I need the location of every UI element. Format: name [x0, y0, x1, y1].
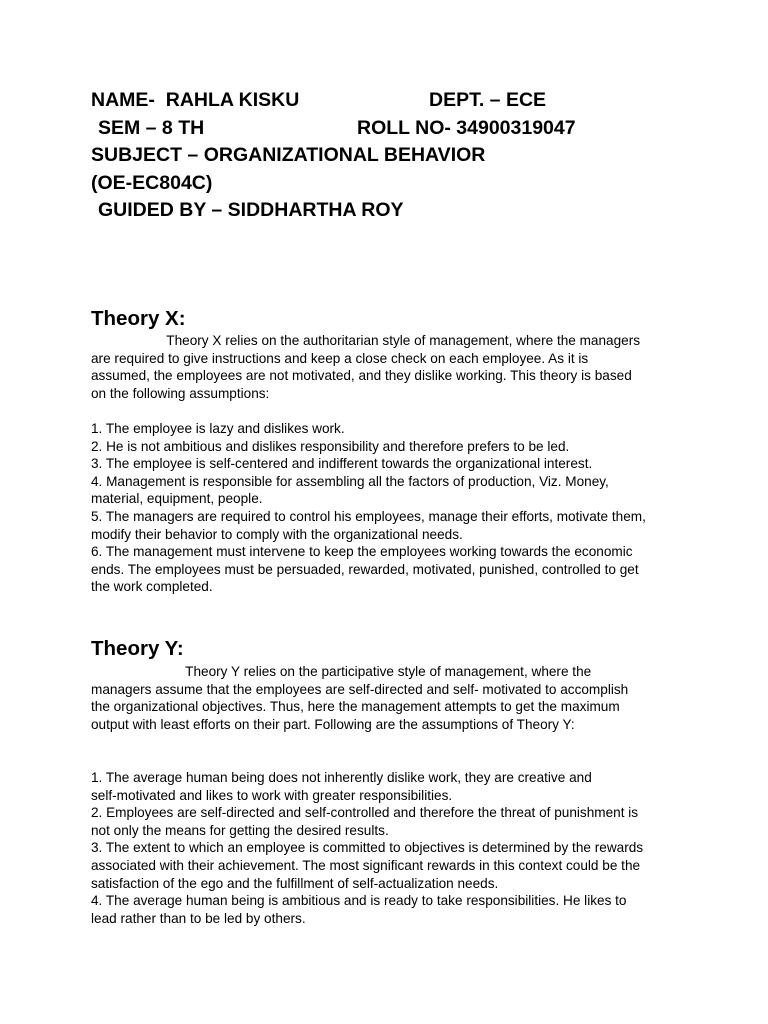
list-item: 6. The management must intervene to keep the employees working towards the economic	[91, 544, 633, 560]
list-item: lead rather than to be led by others.	[91, 910, 306, 926]
paragraph-line: assumed, the employees are not motivated, and they dislike working. This theory is based	[91, 368, 632, 384]
paragraph-line: Theory X relies on the authoritarian style of management, where the managers	[91, 333, 641, 348]
semester: SEM – 8 TH	[98, 117, 205, 139]
theory-x-heading: Theory X:	[91, 307, 186, 330]
student-name: NAME- RAHLA KISKU	[91, 89, 300, 111]
list-item: 2. He is not ambitious and dislikes responsibility and therefore prefers to be led.	[91, 438, 570, 454]
theory-y-heading: Theory Y:	[91, 637, 184, 660]
list-item: not only the means for getting the desired results.	[91, 822, 389, 838]
list-item: associated with their achievement. The most significant rewards in this context could be the	[91, 858, 641, 873]
subject: SUBJECT – ORGANIZATIONAL BEHAVIOR	[91, 144, 486, 166]
list-item: 4. Management is responsible for assembling all the factors of production, Viz. Money,	[91, 473, 609, 489]
list-item: the work completed.	[91, 579, 213, 595]
roll-number: ROLL NO- 34900319047	[357, 117, 576, 139]
list-item: 1. The average human being does not inherently dislike work, they are creative and	[91, 770, 592, 785]
paragraph-line: are required to give instructions and keep a close check on each employee. As it is	[91, 350, 589, 366]
guided-by: GUIDED BY – SIDDHARTHA ROY	[98, 199, 404, 221]
list-item: modify their behavior to comply with the organizational needs.	[91, 526, 463, 542]
paragraph-line: managers assume that the employees are self-directed and self- motivated to accomplish	[91, 681, 629, 697]
paragraph-line: output with least efforts on their part. Following are the assumptions of Theory Y:	[91, 716, 575, 732]
paragraph-line: Theory Y relies on the participative style of management, where the	[91, 664, 592, 679]
list-item: 4. The average human being is ambitious and is ready to take responsibilities. He likes to	[91, 893, 627, 909]
paragraph-line: on the following assumptions:	[91, 385, 270, 401]
list-item: 5. The managers are required to control his employees, manage their efforts, motivate them,	[91, 509, 646, 524]
paragraph-line: the organizational objectives. Thus, here the management attempts to get the maximum	[91, 699, 620, 715]
department: DEPT. – ECE	[429, 89, 547, 111]
list-item: 3. The employee is self-centered and indifferent towards the organizational interest.	[91, 456, 593, 472]
list-item: material, equipment, people.	[91, 491, 263, 507]
list-item: 2. Employees are self-directed and self-controlled and therefore the threat of punishment is	[91, 805, 639, 821]
list-item: 1. The employee is lazy and dislikes work.	[91, 421, 345, 436]
list-item: satisfaction of the ego and the fulfillment of self-actualization needs.	[91, 875, 499, 891]
list-item: ends. The employees must be persuaded, rewarded, motivated, punished, controlled to get	[91, 561, 639, 577]
list-item: 3. The extent to which an employee is committed to objectives is determined by the rewards	[91, 840, 644, 856]
list-item: self-motivated and likes to work with greater responsibilities.	[91, 787, 453, 803]
subject-code: (OE-EC804C)	[91, 172, 213, 194]
